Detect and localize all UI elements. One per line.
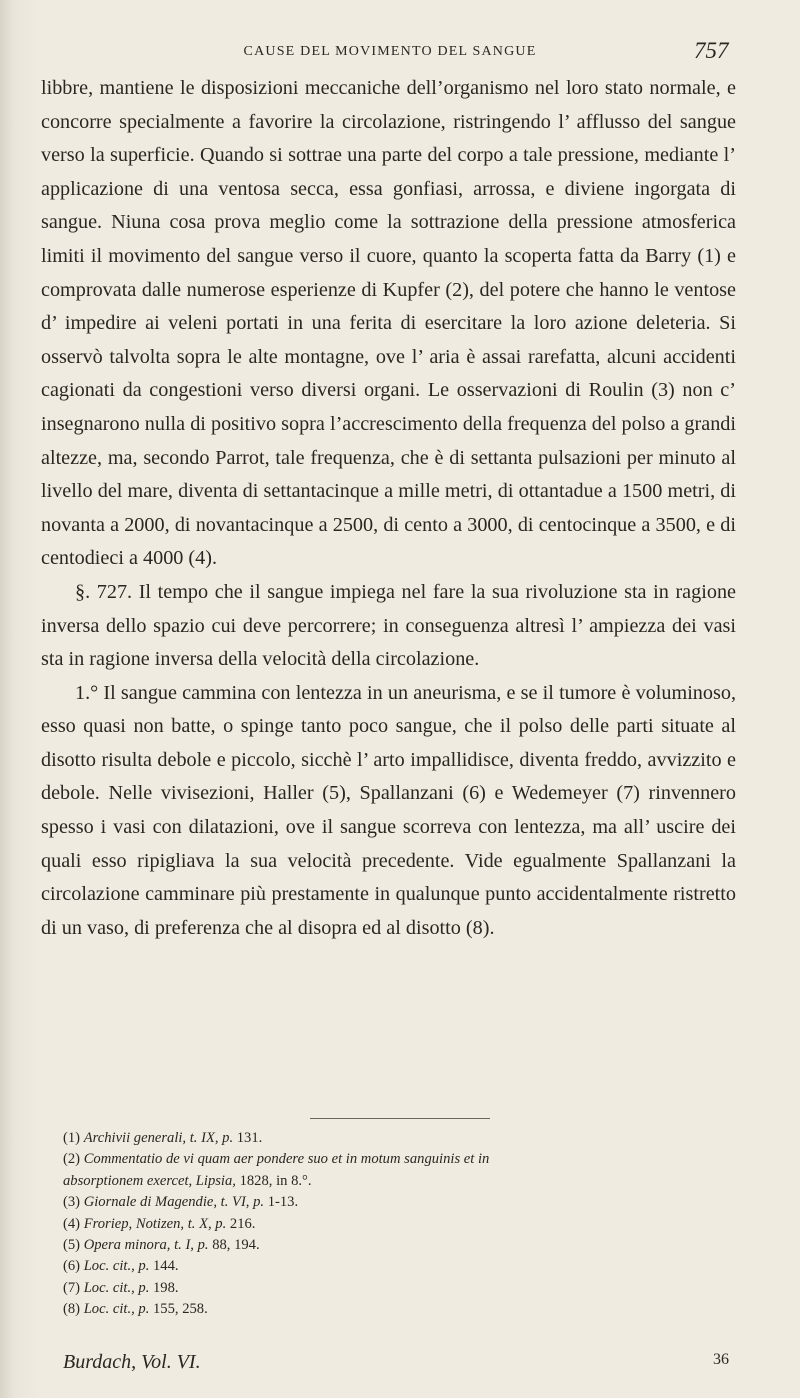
footnotes	[63, 1128, 723, 1321]
footnote-title: Loc. cit., p.	[83, 1279, 150, 1296]
footnote-title: Archivii generali, t. IX, p.	[83, 1130, 234, 1146]
footnote-5	[63, 1235, 723, 1256]
footnote-ref: 198.	[149, 1279, 179, 1296]
footnote-ref: 155, 258.	[149, 1301, 208, 1318]
running-title: CAUSE DEL MOVIMENTO DEL SANGUE	[243, 44, 537, 59]
footnote-number: (2)	[63, 1151, 81, 1168]
footnote-ref: 1-13.	[264, 1194, 299, 1211]
footnote-title: Giornale di Magendie, t. VI, p.	[83, 1194, 265, 1211]
footnote-number: (5)	[63, 1237, 81, 1254]
main-text	[41, 72, 736, 945]
footnote-ref: 144.	[149, 1258, 179, 1275]
footnote-ref: 88, 194.	[208, 1237, 260, 1254]
footnote-3	[63, 1192, 723, 1213]
footnote-number: (3)	[63, 1194, 81, 1211]
paragraph-1: libbre, mantiene le disposizioni meccaniche dell’organismo nel loro stato normale, e concorre specialmente a favorire la circolazione, ristringendo l’ afflusso del sangue verso la superficie. Quando si sottrae una parte del corpo a tale pressione, mediante l’ applicazione di una ventosa secca, essa gonfiasi, arrossa, e diviene ingorgata di sangue. Niuna cosa prova meglio come la sottrazione della pressione atmosferica limiti il movimento del sangue verso il cuore, quanto la scoperta fatta da Barry (1) e comprovata dalle numerose esperienze di Kupfer (2), del potere che hanno le ventose d’ impedire ai veleni portati in una ferita di esercitare la loro azione deleteria. Si osservò talvolta sopra le alte montagne, ove l’ aria è assai rarefatta, alcuni accidenti cagionati da congestioni verso diversi organi. Le osservazioni di Roulin (3) non c’ insegnarono nulla di positivo sopra l’accrescimento della frequenza del polso a grandi altezze, ma, secondo Parrot, tale frequenza, che è di settanta pulsazioni per minuto al livello del mare, diventa di settantacinque a mille metri, di ottantadue a 1500 metri, di novanta a 2000, di novantacinque a 2500, di cento a 3000, di centocinque a 3500, e di centodieci a 4000 (4).	[41, 77, 736, 570]
footnote-title: Froriep, Notizen, t. X, p.	[83, 1215, 227, 1232]
volume-label: Burdach, Vol. VI.	[63, 1351, 201, 1373]
footnote-number: (1)	[63, 1130, 81, 1146]
paragraph-3: 1.° Il sangue cammina con lentezza in un aneurisma, e se il tumore è voluminoso, esso quasi non batte, o spinge tanto poco sangue, che il polso delle parti situate al disotto risulta debole e piccolo, sicchè l’ arto impallidisce, diventa freddo, avvizzito e debole. Nelle vivisezioni, Haller (5), Spallanzani (6) e Wedemeyer (7) rinvennero spesso i vasi con dilatazioni, ove il sangue scorreva con lentezza, ma all’ uscire dei quali esso ripigliava la sua velocità precedente. Vide egualmente Spallanzani la circolazione camminare più prestamente in qualunque punto accidentalmente ristretto di un vaso, di preferenza che al disopra ed al disotto (8).	[41, 681, 736, 939]
footnote-title: absorptionem exercet, Lipsia,	[63, 1172, 236, 1189]
footnote-8	[63, 1299, 723, 1320]
footnote-title: Loc. cit., p.	[83, 1301, 150, 1318]
footnote-ref: 216.	[226, 1215, 256, 1232]
page-footer	[63, 1351, 729, 1374]
footnote-number: (6)	[63, 1258, 81, 1275]
footnote-7	[63, 1278, 723, 1299]
footnote-1	[63, 1128, 723, 1149]
footnote-ref: 131.	[233, 1130, 263, 1146]
footnote-number: (8)	[63, 1301, 81, 1318]
footnote-4	[63, 1214, 723, 1235]
footnote-title: Commentatio de vi quam aer pondere suo et in motum sanguinis et in	[83, 1151, 490, 1168]
page-number: 757	[694, 38, 729, 63]
footnote-title: Opera minora, t. I, p.	[83, 1237, 209, 1254]
footnote-title: Loc. cit., p.	[83, 1258, 150, 1275]
footnote-number: (4)	[63, 1215, 81, 1232]
footnote-6	[63, 1256, 723, 1277]
footnote-number: (7)	[63, 1279, 81, 1296]
footnote-2-cont	[63, 1171, 723, 1192]
footnote-ref: 1828, in 8.°.	[235, 1172, 312, 1189]
footnote-divider	[310, 1118, 490, 1119]
footnote-2	[63, 1149, 723, 1170]
signature-mark: 36	[713, 1351, 729, 1368]
paragraph-2: §. 727. Il tempo che il sangue impiega nel fare la sua rivoluzione sta in ragione inversa dello spazio cui deve percorrere; in conseguenza altresì l’ ampiezza dei vasi sta in ragione inversa della velocità della circolazione.	[41, 580, 736, 671]
